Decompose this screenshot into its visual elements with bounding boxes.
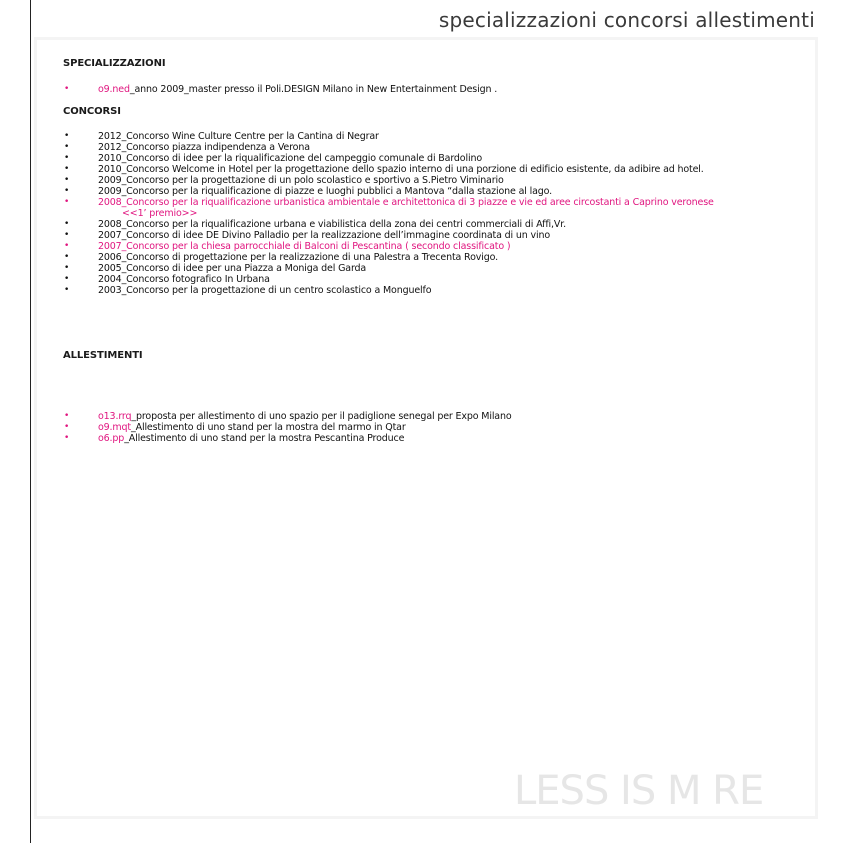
concorso-text: 2007_Concorso di idee DE Divino Palladio per la realizzazione dell’immagine coordinata di un vino — [98, 230, 551, 241]
bullet-icon: • — [64, 252, 70, 262]
bullet-icon: • — [64, 84, 70, 94]
allestimenti-heading: ALLESTIMENTI — [63, 350, 143, 361]
allestimento-text: _Allestimento di uno stand per la mostra Pescantina Produce — [124, 433, 405, 444]
bullet-icon: • — [64, 230, 70, 240]
bullet-icon: • — [64, 142, 70, 152]
left-border-line — [30, 0, 31, 843]
page-title: specializzazioni concorsi allestimenti — [438, 8, 815, 32]
award-label: <<1’ premio>> — [122, 208, 198, 219]
concorso-text: 2006_Concorso di progettazione per la realizzazione di una Palestra a Trecenta Rovigo. — [98, 252, 498, 263]
concorso-text: 2012_Concorso Wine Culture Centre per la Cantina di Negrar — [98, 131, 379, 142]
specializzazioni-heading: SPECIALIZZAZIONI — [63, 58, 166, 69]
bullet-icon: • — [64, 153, 70, 163]
bullet-icon: • — [64, 274, 70, 284]
bullet-icon: • — [64, 186, 70, 196]
bullet-icon: • — [64, 131, 70, 141]
bullet-icon: • — [64, 433, 70, 443]
concorso-text: 2003_Concorso per la progettazione di un centro scolastico a Monguelfo — [98, 285, 432, 296]
specializzazione-text: _anno 2009_master presso il Poli.DESIGN Milano in New Entertainment Design . — [129, 84, 498, 95]
allestimento-text: _proposta per allestimento di uno spazio per il padiglione senegal per Expo Milano — [131, 411, 512, 422]
concorso-text[interactable]: 2007_Concorso per la chiesa parrocchiale di Balconi di Pescantina ( secondo classificato ) — [98, 241, 511, 252]
concorso-text: 2012_Concorso piazza indipendenza a Verona — [98, 142, 310, 153]
bullet-icon: • — [64, 164, 70, 174]
concorsi-heading: CONCORSI — [63, 106, 121, 117]
bullet-icon: • — [64, 175, 70, 185]
allestimento-entry — [98, 411, 512, 422]
project-code-link[interactable]: o9.ned — [98, 84, 130, 95]
concorso-text[interactable]: 2008_Concorso per la riqualificazione urbanistica ambientale e architettonica di 3 piazze e vie ed aree circostanti a Caprino veronese — [98, 197, 714, 208]
specializzazione-entry — [98, 84, 497, 95]
allestimento-text: _Allestimento di uno stand per la mostra del marmo in Qtar — [131, 422, 406, 433]
concorso-text: 2010_Concorso Welcome in Hotel per la progettazione dello spazio interno di una porzione di edificio esistente, da adibire ad hotel. — [98, 164, 704, 175]
concorso-text: 2008_Concorso per la riqualificazione urbana e viabilistica della zona dei centri commerciali di Affi,Vr. — [98, 219, 566, 230]
bullet-icon: • — [64, 422, 70, 432]
project-code-link[interactable]: o6.pp — [98, 433, 125, 444]
bullet-icon: • — [64, 263, 70, 273]
allestimento-entry — [98, 433, 404, 444]
bullet-icon: • — [64, 241, 70, 251]
project-code-link[interactable]: o13.rrq — [98, 411, 132, 422]
concorso-text: 2009_Concorso per la riqualificazione di piazze e luoghi pubblici a Mantova “dalla stazione al lago. — [98, 186, 553, 197]
bullet-icon: • — [64, 219, 70, 229]
concorso-text: 2004_Concorso fotografico In Urbana — [98, 274, 270, 285]
project-code-link[interactable]: o9.mqt — [98, 422, 131, 433]
bullet-icon: • — [64, 197, 70, 207]
bullet-icon: • — [64, 411, 70, 421]
concorso-text: 2010_Concorso di idee per la riqualificazione del campeggio comunale di Bardolino — [98, 153, 482, 164]
watermark-logo: LESS IS M RE — [514, 768, 764, 814]
concorso-text: 2005_Concorso di idee per una Piazza a Moniga del Garda — [98, 263, 367, 274]
concorso-text: 2009_Concorso per la progettazione di un polo scolastico e sportivo a S.Pietro Viminario — [98, 175, 504, 186]
bullet-icon: • — [64, 285, 70, 295]
allestimento-entry — [98, 422, 406, 433]
